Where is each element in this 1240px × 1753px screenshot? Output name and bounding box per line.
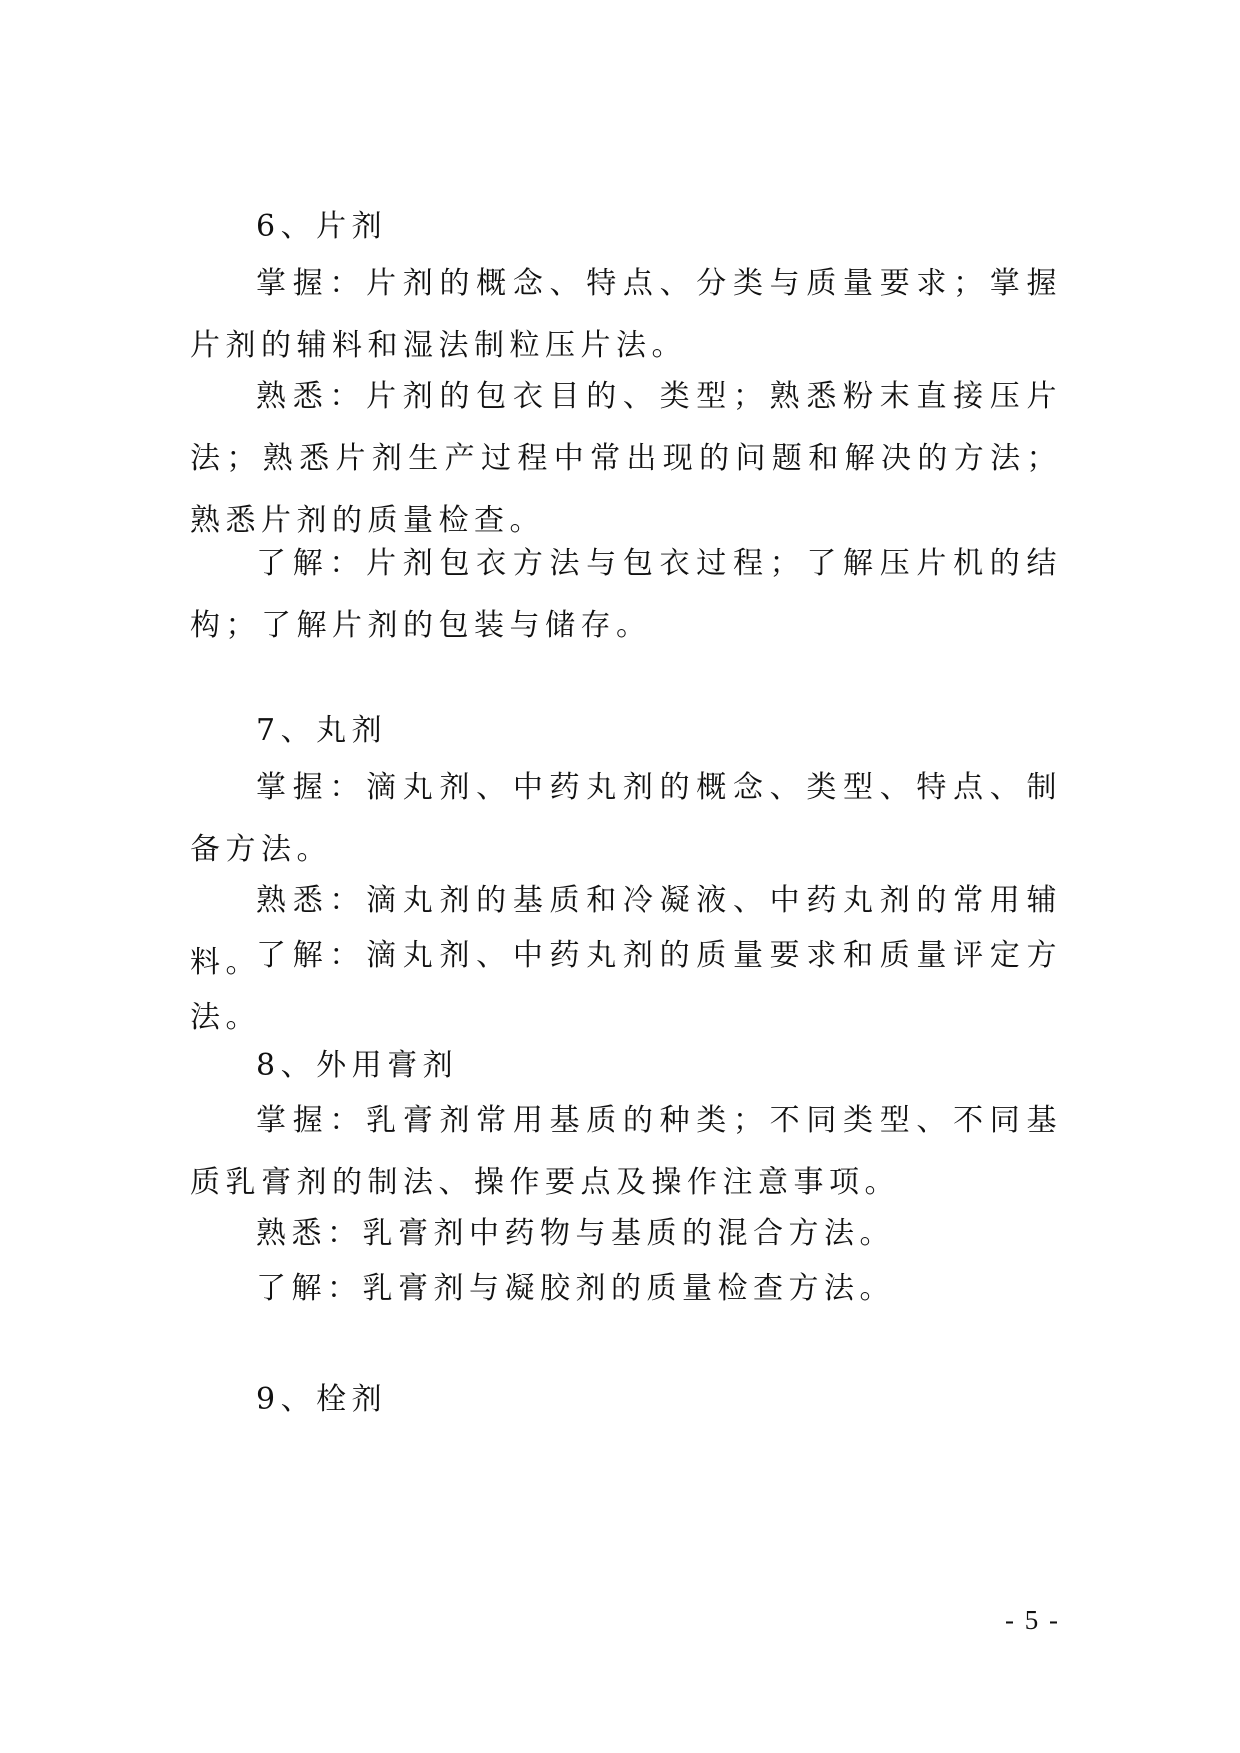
section-8-understand: 了解：乳膏剂与凝胶剂的质量检查方法。 (256, 1271, 895, 1306)
section-7-master: 掌握：滴丸剂、中药丸剂的概念、类型、特点、制备方法。 (190, 770, 1062, 867)
section-7-heading: 7、丸剂 (256, 713, 388, 748)
section-8-familiar: 熟悉：乳膏剂中药物与基质的混合方法。 (256, 1216, 895, 1251)
section-6-heading: 6、片剂 (256, 209, 388, 244)
page-number: - 5 - (1005, 1605, 1060, 1635)
section-8-master: 掌握：乳膏剂常用基质的种类；不同类型、不同基质乳膏剂的制法、操作要点及操作注意事项。 (190, 1103, 1062, 1200)
section-8-heading: 8、外用膏剂 (256, 1048, 459, 1083)
section-7-understand: 了解：滴丸剂、中药丸剂的质量要求和质量评定方法。 (190, 938, 1062, 1035)
section-6-master: 掌握：片剂的概念、特点、分类与质量要求；掌握片剂的辅料和湿法制粒压片法。 (190, 266, 1062, 363)
section-9-heading: 9、栓剂 (256, 1382, 388, 1417)
section-7-familiar: 熟悉：滴丸剂的基质和冷凝液、中药丸剂的常用辅料。 (190, 883, 1062, 980)
section-6-familiar: 熟悉：片剂的包衣目的、类型；熟悉粉末直接压片法；熟悉片剂生产过程中常出现的问题和解决的方法；熟悉片剂的质量检查。 (190, 379, 1062, 538)
section-6-understand: 了解：片剂包衣方法与包衣过程；了解压片机的结构；了解片剂的包装与储存。 (190, 546, 1062, 643)
